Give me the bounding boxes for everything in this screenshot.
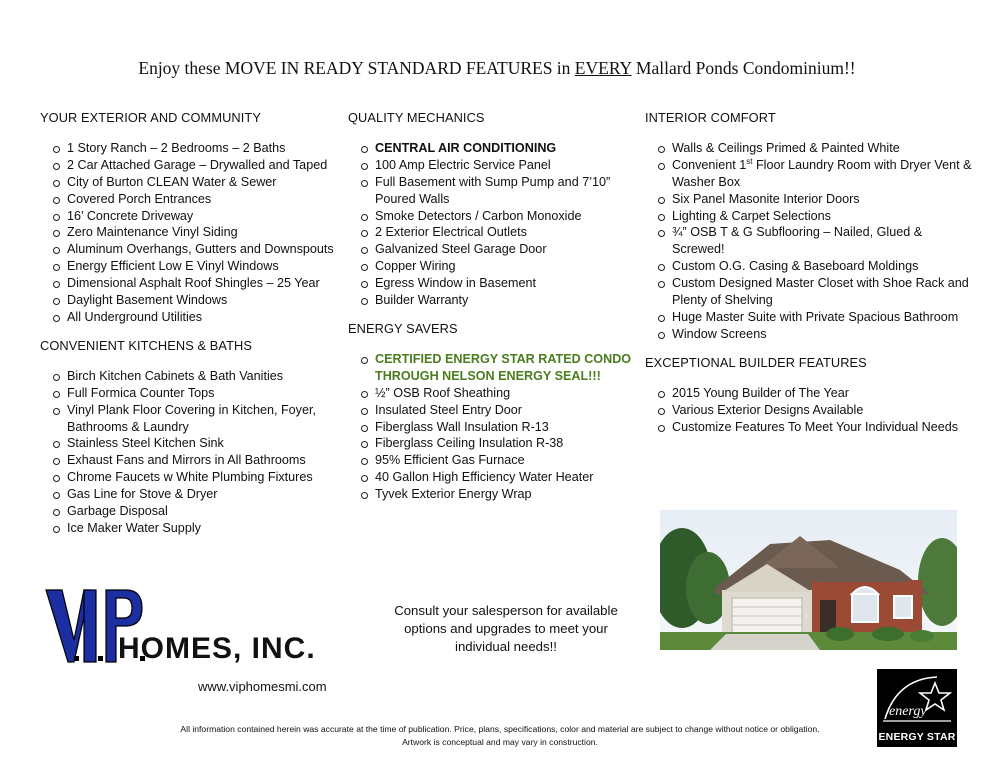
interior-section-title: INTERIOR COMFORT: [645, 110, 776, 125]
disclaimer-line1: All information contained herein was accurate at the time of publication. Price, plans, specifications, color and material are subject to change without notice or obligation.: [180, 724, 820, 734]
list-item: 100 Amp Electric Service Panel: [348, 157, 638, 174]
list-item-text: Floor Laundry Room with Dryer Vent & Washer Box: [672, 157, 972, 189]
energy-star-icon: [877, 669, 957, 729]
exterior-list: [40, 140, 340, 326]
column-right: [645, 110, 975, 435]
list-item: Full Basement with Sump Pump and 7’10” Poured Walls: [348, 174, 638, 208]
list-item: Insulated Steel Entry Door: [348, 402, 638, 419]
list-item: 2 Car Attached Garage – Drywalled and Taped: [40, 157, 340, 174]
list-item: Garbage Disposal: [40, 503, 340, 520]
superscript: st: [746, 156, 753, 166]
consult-note: Consult your salesperson for available options and upgrades to meet your individual needs!!: [394, 603, 618, 654]
list-item: Energy Efficient Low E Vinyl Windows: [40, 258, 340, 275]
website-link[interactable]: www.viphomesmi.com: [198, 679, 327, 694]
column-middle: [348, 110, 638, 503]
list-item: Full Formica Counter Tops: [40, 385, 340, 402]
interior-list: [645, 140, 975, 191]
list-item: Huge Master Suite with Private Spacious Bathroom: [645, 309, 975, 326]
list-item: Egress Window in Basement: [348, 275, 638, 292]
list-item: Various Exterior Designs Available: [645, 402, 975, 419]
list-item: Exhaust Fans and Mirrors in All Bathrooms: [40, 452, 340, 469]
mechanics-list: [348, 140, 638, 309]
list-item: Gas Line for Stove & Dryer: [40, 486, 340, 503]
company-name: HOMES, INC.: [118, 632, 316, 665]
list-item: Copper Wiring: [348, 258, 638, 275]
column-left: [40, 110, 340, 537]
energy-list: [348, 351, 638, 503]
house-rendering: [660, 510, 957, 650]
list-item: Aluminum Overhangs, Gutters and Downspouts: [40, 241, 340, 258]
builder-list: [645, 385, 975, 436]
list-item: Daylight Basement Windows: [40, 292, 340, 309]
list-item: Six Panel Masonite Interior Doors: [645, 191, 975, 208]
list-item-text: Convenient 1: [672, 157, 747, 172]
list-item: ¾” OSB T & G Subflooring – Nailed, Glued & Screwed!: [645, 224, 975, 258]
list-item: 95% Efficient Gas Furnace: [348, 452, 638, 469]
list-item: 1 Story Ranch – 2 Bedrooms – 2 Baths: [40, 140, 340, 157]
list-item: Dimensional Asphalt Roof Shingles – 25 Year: [40, 275, 340, 292]
list-item: Stainless Steel Kitchen Sink: [40, 435, 340, 452]
headline-emphasis: EVERY: [574, 58, 632, 78]
mechanics-section-title: QUALITY MECHANICS: [348, 110, 485, 125]
list-item: CERTIFIED ENERGY STAR RATED CONDO THROUGH NELSON ENERGY SEAL!!!: [348, 351, 638, 385]
energy-script-text: energy: [889, 704, 927, 719]
disclaimer-line2: Artwork is conceptual and may vary in construction.: [402, 736, 598, 747]
list-item: Fiberglass Ceiling Insulation R-38: [348, 435, 638, 452]
list-item: 2015 Young Builder of The Year: [645, 385, 975, 402]
list-item: Smoke Detectors / Carbon Monoxide: [348, 208, 638, 225]
list-item: Customize Features To Meet Your Individual Needs: [645, 419, 975, 436]
disclaimer: [120, 723, 880, 748]
list-item: Zero Maintenance Vinyl Siding: [40, 224, 340, 241]
list-item: Custom Designed Master Closet with Shoe Rack and Plenty of Shelving: [645, 275, 975, 309]
energy-section-title: ENERGY SAVERS: [348, 320, 458, 336]
list-item: City of Burton CLEAN Water & Sewer: [40, 174, 340, 191]
list-item: CENTRAL AIR CONDITIONING: [348, 140, 638, 157]
list-item: All Underground Utilities: [40, 309, 340, 326]
list-item: ½” OSB Roof Sheathing: [348, 385, 638, 402]
headline-part2: Mallard Ponds Condominium!!: [631, 58, 856, 78]
builder-section-title: EXCEPTIONAL BUILDER FEATURES: [645, 354, 867, 370]
list-item: 16’ Concrete Driveway: [40, 208, 340, 225]
list-item: Covered Porch Entrances: [40, 191, 340, 208]
list-item: Tyvek Exterior Energy Wrap: [348, 486, 638, 503]
list-item: Builder Warranty: [348, 292, 638, 309]
list-item: Window Screens: [645, 326, 975, 343]
list-item: 2 Exterior Electrical Outlets: [348, 224, 638, 241]
list-item: Walls & Ceilings Primed & Painted White: [645, 140, 975, 157]
energy-star-label: ENERGY STAR: [878, 731, 956, 743]
interior-list-rest: [645, 191, 975, 343]
headline-part1: Enjoy these MOVE IN READY STANDARD FEATURES in: [138, 58, 575, 78]
list-item: Birch Kitchen Cabinets & Bath Vanities: [40, 368, 340, 385]
kitchens-list: [40, 368, 340, 537]
kitchens-section-title: CONVENIENT KITCHENS & BATHS: [40, 337, 252, 353]
list-item: Ice Maker Water Supply: [40, 520, 340, 537]
list-item: Custom O.G. Casing & Baseboard Moldings: [645, 258, 975, 275]
list-item: 40 Gallon High Efficiency Water Heater: [348, 469, 638, 486]
list-item: Vinyl Plank Floor Covering in Kitchen, Foyer, Bathrooms & Laundry: [40, 402, 340, 436]
list-item: Lighting & Carpet Selections: [645, 208, 975, 225]
list-item: Chrome Faucets w White Plumbing Fixtures: [40, 469, 340, 486]
list-item: Galvanized Steel Garage Door: [348, 241, 638, 258]
page-headline: [0, 58, 994, 79]
list-item: Fiberglass Wall Insulation R-13: [348, 419, 638, 436]
exterior-section-title: YOUR EXTERIOR AND COMMUNITY: [40, 110, 261, 125]
list-item: [645, 157, 975, 191]
